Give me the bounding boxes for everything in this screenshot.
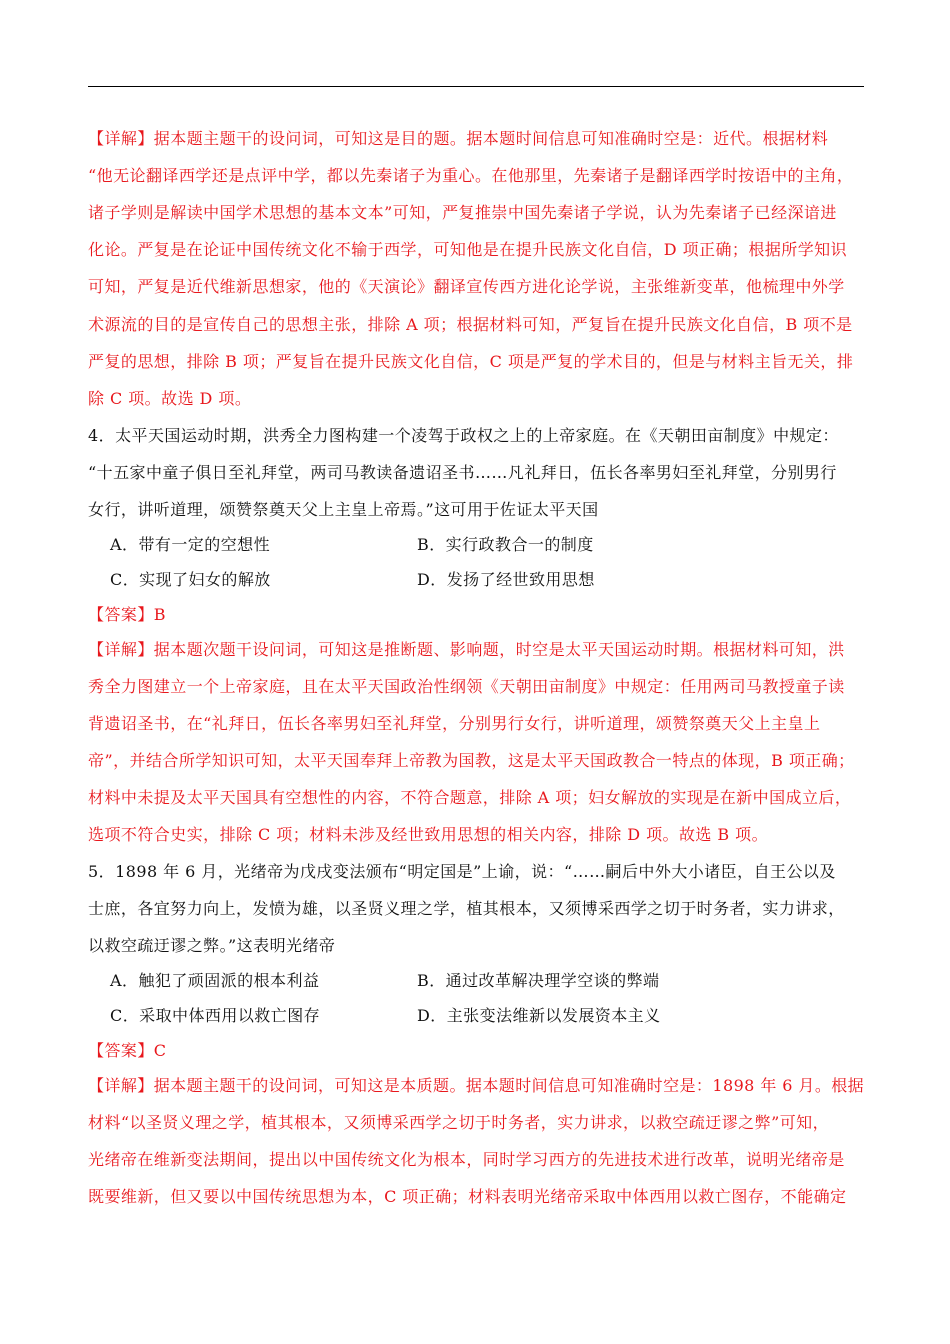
q4-option-c: C．实现了妇女的解放 [110,570,271,589]
q3-explain-line: 诸子学则是解读中国学术思想的基本文本”可知，严复推崇中国先秦诸子学说，认为先秦诸子已经深谙进 [88,203,837,222]
q4-explain-line: 选项不符合史实，排除 C 项；材料未涉及经世致用思想的相关内容，排除 D 项。故选 B 项。 [88,825,769,844]
q5-explain-line: 光绪帝在维新变法期间，提出以中国传统文化为根本，同时学习西方的先进技术进行改革，说明光绪帝是 [88,1150,845,1169]
q5-answer: 【答案】C [88,1041,167,1060]
q3-explain-line: “他无论翻译西学还是点评中学，都以先秦诸子为重心。在他那里，先秦诸子是翻译西学时按语中的主角， [88,166,854,185]
q3-explain-line: 术源流的目的是宣传自己的思想主张，排除 A 项；根据材料可知，严复旨在提升民族文化自信，B 项不是 [88,315,853,334]
q3-explain-line: 严复的思想，排除 B 项；严复旨在提升民族文化自信，C 项是严复的学术目的，但是与材料主旨无关，排 [88,352,854,371]
q5-stem-line: 5．1898 年 6 月，光绪帝为戊戌变法颁布“明定国是”上谕，说：“……嗣后中外大小诸臣，自王公以及 [88,862,836,881]
q5-explain-line: 既要维新，但又要以中国传统思想为本，C 项正确；材料表明光绪帝采取中体西用以救亡图存，不能确定 [88,1187,847,1206]
q5-stem-line: 以救空疏迂谬之弊。”这表明光绪帝 [88,936,336,955]
q3-explain-line: 【详解】据本题主题干的设问词，可知这是目的题。据本题时间信息可知准确时空是：近代。根据材料 [88,129,829,148]
q4-explain-line: 材料中未提及太平天国具有空想性的内容，不符合题意，排除 A 项；妇女解放的实现是在新中国成立后， [88,788,852,807]
header-rule [88,86,864,87]
q4-option-d: D．发扬了经世致用思想 [417,570,595,589]
q5-explain-line: 材料“以圣贤义理之学，植其根本，又须博采西学之切于时务者，实力讲求，以救空疏迂谬之弊”可知， [88,1113,830,1132]
q4-option-b: B．实行政教合一的制度 [417,535,594,554]
q3-explain-line: 除 C 项。故选 D 项。 [88,389,252,408]
q4-stem-line: “十五家中童子俱日至礼拜堂，两司马教读备遗诏圣书……凡礼拜日，伍长各率男妇至礼拜堂，分别男行 [88,463,837,482]
q4-explain-line: 秀全力图建立一个上帝家庭，且在太平天国政治性纲领《天朝田亩制度》中规定：任用两司马教授童子读 [88,677,845,696]
q5-option-b: B．通过改革解决理学空谈的弊端 [417,971,660,990]
q4-explain-line: 【详解】据本题次题干设问词，可知这是推断题、影响题，时空是太平天国运动时期。根据材料可知，洪 [88,640,845,659]
q4-explain-line: 帝”，并结合所学知识可知，太平天国奉拜上帝教为国教，这是太平天国政教合一特点的体现，B 项正确； [88,751,855,770]
q5-option-a: A．触犯了顽固派的根本利益 [110,971,320,990]
q4-stem-line: 4．太平天国运动时期，洪秀全力图构建一个凌驾于政权之上的上帝家庭。在《天朝田亩制度》中规定： [88,426,839,445]
q4-option-a: A．带有一定的空想性 [110,535,271,554]
q5-stem-line: 士庶，各宜努力向上，发愤为雄，以圣贤义理之学，植其根本，又须博采西学之切于时务者，实力讲求， [88,899,845,918]
q4-stem-line: 女行，讲听道理，颂赞祭奠天父上主皇上帝焉。”这可用于佐证太平天国 [88,500,599,519]
q4-answer: 【答案】B [88,605,167,624]
q5-explain-line: 【详解】据本题主题干的设问词，可知这是本质题。据本题时间信息可知准确时空是：1898 年 6 月。根据 [88,1076,865,1095]
q4-explain-line: 背遗诏圣书，在“礼拜日，伍长各率男妇至礼拜堂，分别男行女行，讲听道理，颂赞祭奠天父上主皇上 [88,714,821,733]
q5-option-c: C．采取中体西用以救亡图存 [110,1006,321,1025]
q5-option-d: D．主张变法维新以发展资本主义 [417,1006,661,1025]
q3-explain-line: 可知，严复是近代维新思想家，他的《天演论》翻译宣传西方进化论学说，主张维新变革，他梳理中外学 [88,277,845,296]
q3-explain-line: 化论。严复是在论证中国传统文化不输于西学，可知他是在提升民族文化自信，D 项正确；根据所学知识 [88,240,848,259]
